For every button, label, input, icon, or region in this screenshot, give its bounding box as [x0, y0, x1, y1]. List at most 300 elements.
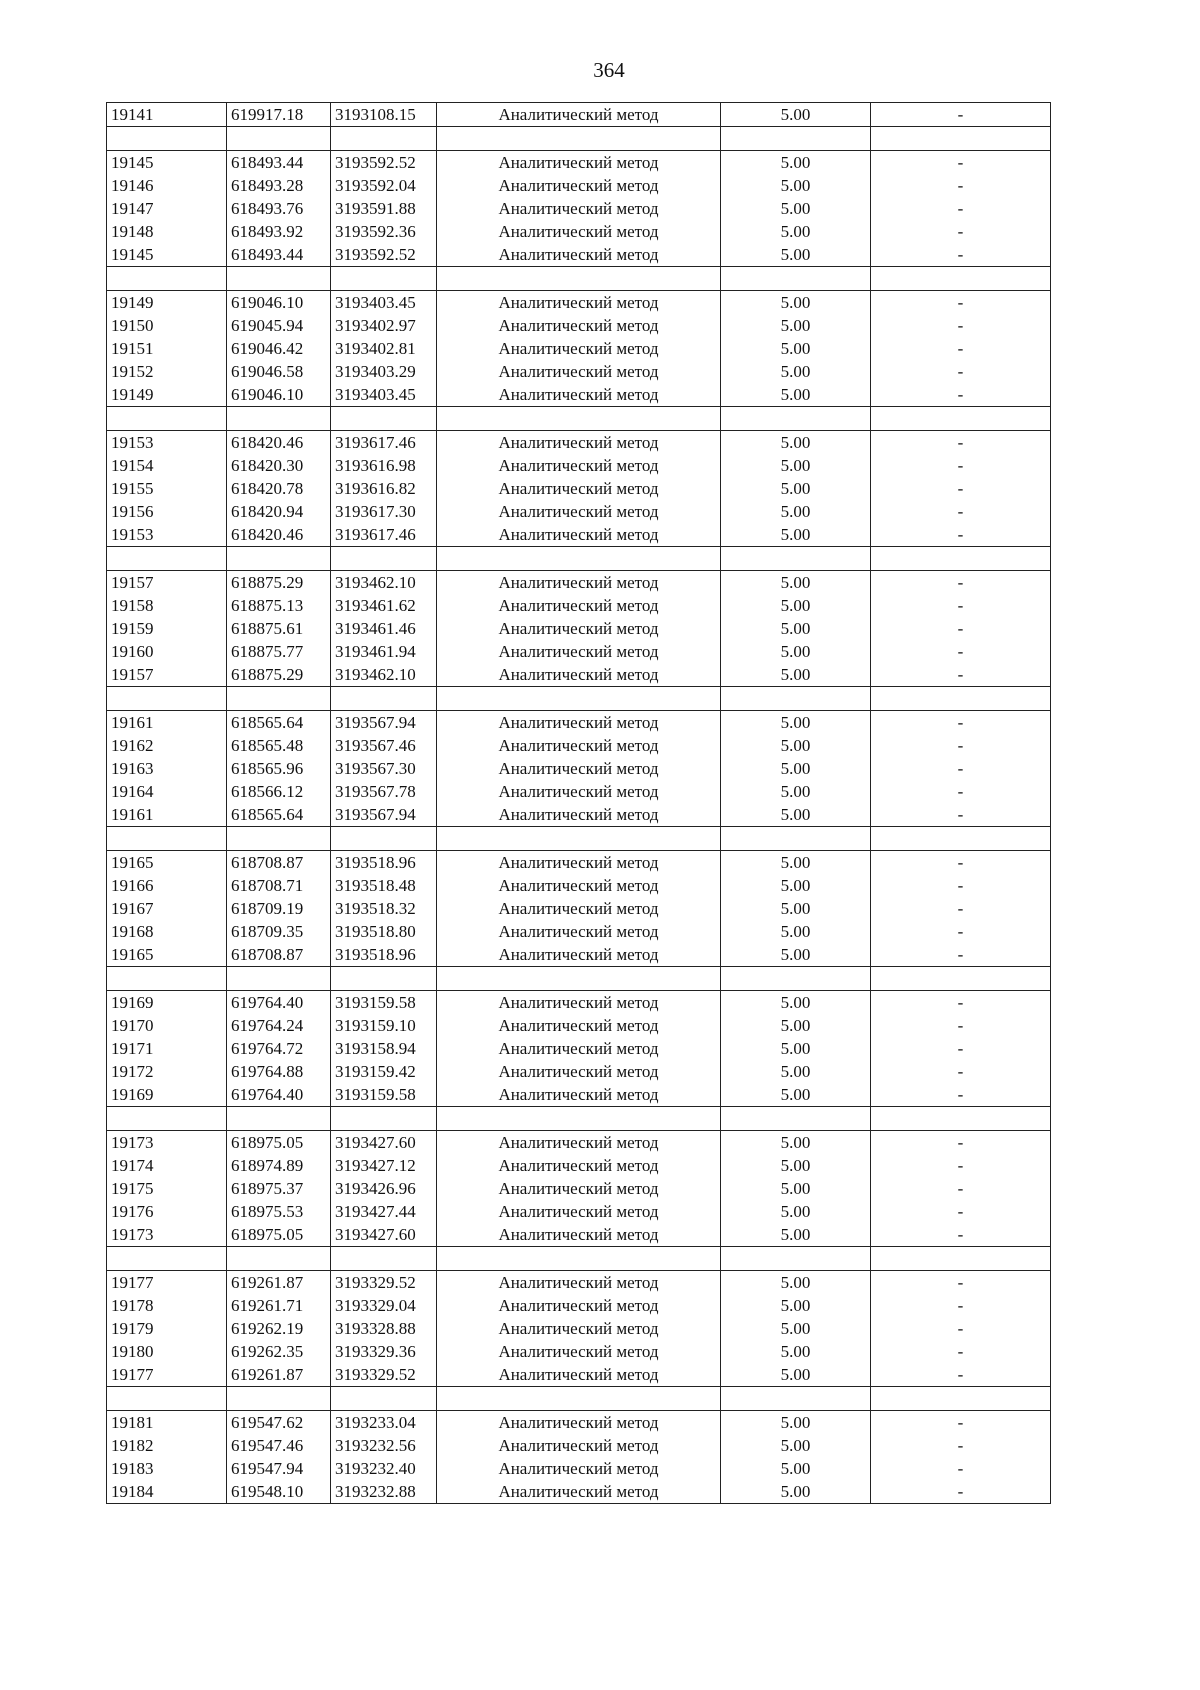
method-cell: Аналитический метод — [437, 1457, 721, 1480]
y-coordinate-cell: 3193567.94 — [331, 711, 437, 735]
note-cell: - — [871, 851, 1051, 875]
x-coordinate-cell: 619046.58 — [227, 360, 331, 383]
point-id-cell: 19169 — [107, 1083, 227, 1107]
table-row — [107, 383, 1051, 407]
x-coordinate-cell: 618975.05 — [227, 1223, 331, 1247]
empty-cell — [331, 547, 437, 571]
coordinates-table — [106, 102, 1051, 1504]
note-cell: - — [871, 243, 1051, 267]
table-row — [107, 454, 1051, 477]
empty-cell — [227, 687, 331, 711]
x-coordinate-cell: 618565.48 — [227, 734, 331, 757]
error-cell: 5.00 — [721, 1223, 871, 1247]
x-coordinate-cell: 618709.35 — [227, 920, 331, 943]
error-cell: 5.00 — [721, 337, 871, 360]
point-id-cell: 19176 — [107, 1200, 227, 1223]
x-coordinate-cell: 618420.94 — [227, 500, 331, 523]
y-coordinate-cell: 3193402.81 — [331, 337, 437, 360]
empty-cell — [871, 267, 1051, 291]
x-coordinate-cell: 618493.76 — [227, 197, 331, 220]
table-row — [107, 197, 1051, 220]
table-row — [107, 1200, 1051, 1223]
y-coordinate-cell: 3193329.52 — [331, 1271, 437, 1295]
y-coordinate-cell: 3193616.98 — [331, 454, 437, 477]
table-row — [107, 1434, 1051, 1457]
point-id-cell: 19170 — [107, 1014, 227, 1037]
y-coordinate-cell: 3193328.88 — [331, 1317, 437, 1340]
empty-cell — [871, 827, 1051, 851]
note-cell: - — [871, 1294, 1051, 1317]
note-cell: - — [871, 1014, 1051, 1037]
method-cell: Аналитический метод — [437, 1434, 721, 1457]
group-separator-row — [107, 1387, 1051, 1411]
x-coordinate-cell: 618975.53 — [227, 1200, 331, 1223]
method-cell: Аналитический метод — [437, 243, 721, 267]
x-coordinate-cell: 618875.29 — [227, 571, 331, 595]
table-row — [107, 1317, 1051, 1340]
method-cell: Аналитический метод — [437, 803, 721, 827]
error-cell: 5.00 — [721, 1131, 871, 1155]
x-coordinate-cell: 618420.30 — [227, 454, 331, 477]
error-cell: 5.00 — [721, 477, 871, 500]
empty-cell — [437, 267, 721, 291]
y-coordinate-cell: 3193617.30 — [331, 500, 437, 523]
x-coordinate-cell: 619046.42 — [227, 337, 331, 360]
error-cell: 5.00 — [721, 780, 871, 803]
error-cell: 5.00 — [721, 454, 871, 477]
point-id-cell: 19153 — [107, 523, 227, 547]
table-row — [107, 897, 1051, 920]
method-cell: Аналитический метод — [437, 1083, 721, 1107]
method-cell: Аналитический метод — [437, 477, 721, 500]
empty-cell — [871, 967, 1051, 991]
note-cell: - — [871, 1317, 1051, 1340]
x-coordinate-cell: 618420.46 — [227, 523, 331, 547]
error-cell: 5.00 — [721, 1340, 871, 1363]
note-cell: - — [871, 1271, 1051, 1295]
point-id-cell: 19158 — [107, 594, 227, 617]
empty-cell — [721, 1107, 871, 1131]
x-coordinate-cell: 618493.44 — [227, 243, 331, 267]
empty-cell — [871, 127, 1051, 151]
method-cell: Аналитический метод — [437, 1014, 721, 1037]
y-coordinate-cell: 3193403.45 — [331, 383, 437, 407]
table-row — [107, 314, 1051, 337]
point-id-cell: 19163 — [107, 757, 227, 780]
note-cell: - — [871, 431, 1051, 455]
error-cell: 5.00 — [721, 1317, 871, 1340]
y-coordinate-cell: 3193518.80 — [331, 920, 437, 943]
x-coordinate-cell: 619547.94 — [227, 1457, 331, 1480]
x-coordinate-cell: 619764.40 — [227, 1083, 331, 1107]
error-cell: 5.00 — [721, 431, 871, 455]
y-coordinate-cell: 3193616.82 — [331, 477, 437, 500]
y-coordinate-cell: 3193518.32 — [331, 897, 437, 920]
error-cell: 5.00 — [721, 1177, 871, 1200]
empty-cell — [107, 127, 227, 151]
group-separator-row — [107, 1107, 1051, 1131]
method-cell: Аналитический метод — [437, 991, 721, 1015]
note-cell: - — [871, 640, 1051, 663]
method-cell: Аналитический метод — [437, 151, 721, 175]
error-cell: 5.00 — [721, 291, 871, 315]
group-separator-row — [107, 687, 1051, 711]
method-cell: Аналитический метод — [437, 1223, 721, 1247]
y-coordinate-cell: 3193403.45 — [331, 291, 437, 315]
point-id-cell: 19148 — [107, 220, 227, 243]
y-coordinate-cell: 3193567.94 — [331, 803, 437, 827]
error-cell: 5.00 — [721, 1014, 871, 1037]
note-cell: - — [871, 477, 1051, 500]
method-cell: Аналитический метод — [437, 1480, 721, 1504]
point-id-cell: 19164 — [107, 780, 227, 803]
table-row — [107, 640, 1051, 663]
point-id-cell: 19165 — [107, 943, 227, 967]
point-id-cell: 19157 — [107, 663, 227, 687]
method-cell: Аналитический метод — [437, 897, 721, 920]
empty-cell — [227, 547, 331, 571]
empty-cell — [437, 827, 721, 851]
empty-cell — [107, 407, 227, 431]
error-cell: 5.00 — [721, 1200, 871, 1223]
point-id-cell: 19177 — [107, 1363, 227, 1387]
group-separator-row — [107, 1247, 1051, 1271]
empty-cell — [107, 547, 227, 571]
error-cell: 5.00 — [721, 734, 871, 757]
x-coordinate-cell: 618975.05 — [227, 1131, 331, 1155]
error-cell: 5.00 — [721, 943, 871, 967]
empty-cell — [437, 967, 721, 991]
empty-cell — [107, 827, 227, 851]
empty-cell — [721, 267, 871, 291]
method-cell: Аналитический метод — [437, 617, 721, 640]
table-row — [107, 1480, 1051, 1504]
x-coordinate-cell: 619045.94 — [227, 314, 331, 337]
table-row — [107, 500, 1051, 523]
note-cell: - — [871, 571, 1051, 595]
point-id-cell: 19173 — [107, 1223, 227, 1247]
table-row — [107, 991, 1051, 1015]
y-coordinate-cell: 3193427.12 — [331, 1154, 437, 1177]
error-cell: 5.00 — [721, 1060, 871, 1083]
method-cell: Аналитический метод — [437, 1317, 721, 1340]
x-coordinate-cell: 618974.89 — [227, 1154, 331, 1177]
x-coordinate-cell: 619764.40 — [227, 991, 331, 1015]
table-row — [107, 174, 1051, 197]
table-row — [107, 874, 1051, 897]
note-cell: - — [871, 734, 1051, 757]
x-coordinate-cell: 619046.10 — [227, 291, 331, 315]
note-cell: - — [871, 1411, 1051, 1435]
empty-cell — [107, 1247, 227, 1271]
y-coordinate-cell: 3193592.36 — [331, 220, 437, 243]
y-coordinate-cell: 3193108.15 — [331, 103, 437, 127]
empty-cell — [721, 1247, 871, 1271]
error-cell: 5.00 — [721, 757, 871, 780]
y-coordinate-cell: 3193461.94 — [331, 640, 437, 663]
error-cell: 5.00 — [721, 1457, 871, 1480]
error-cell: 5.00 — [721, 640, 871, 663]
method-cell: Аналитический метод — [437, 197, 721, 220]
x-coordinate-cell: 619046.10 — [227, 383, 331, 407]
note-cell: - — [871, 1154, 1051, 1177]
note-cell: - — [871, 1340, 1051, 1363]
y-coordinate-cell: 3193403.29 — [331, 360, 437, 383]
y-coordinate-cell: 3193232.56 — [331, 1434, 437, 1457]
error-cell: 5.00 — [721, 243, 871, 267]
point-id-cell: 19184 — [107, 1480, 227, 1504]
empty-cell — [437, 407, 721, 431]
note-cell: - — [871, 757, 1051, 780]
x-coordinate-cell: 618708.87 — [227, 851, 331, 875]
error-cell: 5.00 — [721, 1434, 871, 1457]
note-cell: - — [871, 1037, 1051, 1060]
y-coordinate-cell: 3193329.36 — [331, 1340, 437, 1363]
error-cell: 5.00 — [721, 360, 871, 383]
point-id-cell: 19149 — [107, 291, 227, 315]
point-id-cell: 19150 — [107, 314, 227, 337]
note-cell: - — [871, 291, 1051, 315]
y-coordinate-cell: 3193567.78 — [331, 780, 437, 803]
point-id-cell: 19179 — [107, 1317, 227, 1340]
table-row — [107, 734, 1051, 757]
x-coordinate-cell: 618708.87 — [227, 943, 331, 967]
table-row — [107, 1014, 1051, 1037]
point-id-cell: 19153 — [107, 431, 227, 455]
group-separator-row — [107, 407, 1051, 431]
y-coordinate-cell: 3193329.04 — [331, 1294, 437, 1317]
y-coordinate-cell: 3193567.46 — [331, 734, 437, 757]
x-coordinate-cell: 619547.62 — [227, 1411, 331, 1435]
method-cell: Аналитический метод — [437, 291, 721, 315]
method-cell: Аналитический метод — [437, 640, 721, 663]
note-cell: - — [871, 1223, 1051, 1247]
method-cell: Аналитический метод — [437, 1340, 721, 1363]
empty-cell — [871, 407, 1051, 431]
note-cell: - — [871, 874, 1051, 897]
y-coordinate-cell: 3193518.48 — [331, 874, 437, 897]
method-cell: Аналитический метод — [437, 711, 721, 735]
table-row — [107, 1363, 1051, 1387]
note-cell: - — [871, 594, 1051, 617]
table-row — [107, 920, 1051, 943]
method-cell: Аналитический метод — [437, 383, 721, 407]
note-cell: - — [871, 1200, 1051, 1223]
empty-cell — [227, 127, 331, 151]
error-cell: 5.00 — [721, 897, 871, 920]
table-row — [107, 1340, 1051, 1363]
x-coordinate-cell: 619261.71 — [227, 1294, 331, 1317]
table-row — [107, 431, 1051, 455]
empty-cell — [871, 1247, 1051, 1271]
error-cell: 5.00 — [721, 220, 871, 243]
method-cell: Аналитический метод — [437, 174, 721, 197]
x-coordinate-cell: 618875.29 — [227, 663, 331, 687]
x-coordinate-cell: 618493.92 — [227, 220, 331, 243]
empty-cell — [721, 967, 871, 991]
x-coordinate-cell: 618420.78 — [227, 477, 331, 500]
error-cell: 5.00 — [721, 174, 871, 197]
note-cell: - — [871, 360, 1051, 383]
error-cell: 5.00 — [721, 571, 871, 595]
method-cell: Аналитический метод — [437, 663, 721, 687]
note-cell: - — [871, 803, 1051, 827]
point-id-cell: 19160 — [107, 640, 227, 663]
empty-cell — [331, 1247, 437, 1271]
empty-cell — [227, 267, 331, 291]
table-row — [107, 617, 1051, 640]
error-cell: 5.00 — [721, 1154, 871, 1177]
empty-cell — [721, 687, 871, 711]
note-cell: - — [871, 103, 1051, 127]
empty-cell — [437, 547, 721, 571]
point-id-cell: 19146 — [107, 174, 227, 197]
y-coordinate-cell: 3193518.96 — [331, 851, 437, 875]
method-cell: Аналитический метод — [437, 523, 721, 547]
x-coordinate-cell: 618493.28 — [227, 174, 331, 197]
empty-cell — [331, 687, 437, 711]
note-cell: - — [871, 1434, 1051, 1457]
x-coordinate-cell: 618493.44 — [227, 151, 331, 175]
table-row — [107, 243, 1051, 267]
point-id-cell: 19161 — [107, 803, 227, 827]
y-coordinate-cell: 3193518.96 — [331, 943, 437, 967]
error-cell: 5.00 — [721, 1271, 871, 1295]
empty-cell — [107, 687, 227, 711]
method-cell: Аналитический метод — [437, 594, 721, 617]
empty-cell — [437, 1107, 721, 1131]
method-cell: Аналитический метод — [437, 220, 721, 243]
x-coordinate-cell: 618875.13 — [227, 594, 331, 617]
note-cell: - — [871, 711, 1051, 735]
empty-cell — [871, 687, 1051, 711]
y-coordinate-cell: 3193617.46 — [331, 431, 437, 455]
x-coordinate-cell: 618875.61 — [227, 617, 331, 640]
empty-cell — [227, 827, 331, 851]
table-row — [107, 220, 1051, 243]
empty-cell — [721, 547, 871, 571]
method-cell: Аналитический метод — [437, 571, 721, 595]
y-coordinate-cell: 3193592.52 — [331, 151, 437, 175]
point-id-cell: 19168 — [107, 920, 227, 943]
empty-cell — [721, 127, 871, 151]
table-row — [107, 337, 1051, 360]
note-cell: - — [871, 920, 1051, 943]
error-cell: 5.00 — [721, 594, 871, 617]
note-cell: - — [871, 220, 1051, 243]
point-id-cell: 19151 — [107, 337, 227, 360]
empty-cell — [871, 1107, 1051, 1131]
y-coordinate-cell: 3193159.10 — [331, 1014, 437, 1037]
x-coordinate-cell: 618565.64 — [227, 711, 331, 735]
empty-cell — [227, 1247, 331, 1271]
table-row — [107, 571, 1051, 595]
table-row — [107, 757, 1051, 780]
table-row — [107, 663, 1051, 687]
point-id-cell: 19155 — [107, 477, 227, 500]
error-cell: 5.00 — [721, 151, 871, 175]
method-cell: Аналитический метод — [437, 851, 721, 875]
method-cell: Аналитический метод — [437, 1060, 721, 1083]
note-cell: - — [871, 1083, 1051, 1107]
error-cell: 5.00 — [721, 617, 871, 640]
error-cell: 5.00 — [721, 874, 871, 897]
x-coordinate-cell: 618709.19 — [227, 897, 331, 920]
y-coordinate-cell: 3193462.10 — [331, 571, 437, 595]
x-coordinate-cell: 619262.19 — [227, 1317, 331, 1340]
method-cell: Аналитический метод — [437, 780, 721, 803]
empty-cell — [721, 1387, 871, 1411]
error-cell: 5.00 — [721, 383, 871, 407]
error-cell: 5.00 — [721, 523, 871, 547]
x-coordinate-cell: 619764.72 — [227, 1037, 331, 1060]
note-cell: - — [871, 383, 1051, 407]
empty-cell — [107, 267, 227, 291]
note-cell: - — [871, 897, 1051, 920]
error-cell: 5.00 — [721, 920, 871, 943]
empty-cell — [331, 827, 437, 851]
y-coordinate-cell: 3193591.88 — [331, 197, 437, 220]
y-coordinate-cell: 3193592.04 — [331, 174, 437, 197]
y-coordinate-cell: 3193427.44 — [331, 1200, 437, 1223]
table-row — [107, 1131, 1051, 1155]
x-coordinate-cell: 619262.35 — [227, 1340, 331, 1363]
note-cell: - — [871, 523, 1051, 547]
table-row — [107, 151, 1051, 175]
point-id-cell: 19172 — [107, 1060, 227, 1083]
method-cell: Аналитический метод — [437, 500, 721, 523]
point-id-cell: 19145 — [107, 243, 227, 267]
method-cell: Аналитический метод — [437, 314, 721, 337]
empty-cell — [871, 547, 1051, 571]
method-cell: Аналитический метод — [437, 103, 721, 127]
table-row — [107, 1177, 1051, 1200]
table-row — [107, 943, 1051, 967]
point-id-cell: 19141 — [107, 103, 227, 127]
table-row — [107, 1083, 1051, 1107]
method-cell: Аналитический метод — [437, 874, 721, 897]
empty-cell — [331, 967, 437, 991]
note-cell: - — [871, 1457, 1051, 1480]
point-id-cell: 19159 — [107, 617, 227, 640]
point-id-cell: 19171 — [107, 1037, 227, 1060]
table-row — [107, 711, 1051, 735]
y-coordinate-cell: 3193159.42 — [331, 1060, 437, 1083]
table-row — [107, 360, 1051, 383]
table-row — [107, 103, 1051, 127]
empty-cell — [437, 127, 721, 151]
y-coordinate-cell: 3193462.10 — [331, 663, 437, 687]
error-cell: 5.00 — [721, 1037, 871, 1060]
y-coordinate-cell: 3193617.46 — [331, 523, 437, 547]
point-id-cell: 19183 — [107, 1457, 227, 1480]
table-row — [107, 851, 1051, 875]
x-coordinate-cell: 618565.96 — [227, 757, 331, 780]
point-id-cell: 19152 — [107, 360, 227, 383]
x-coordinate-cell: 618420.46 — [227, 431, 331, 455]
method-cell: Аналитический метод — [437, 454, 721, 477]
note-cell: - — [871, 617, 1051, 640]
point-id-cell: 19157 — [107, 571, 227, 595]
table-row — [107, 594, 1051, 617]
empty-cell — [721, 407, 871, 431]
method-cell: Аналитический метод — [437, 1294, 721, 1317]
note-cell: - — [871, 1480, 1051, 1504]
y-coordinate-cell: 3193233.04 — [331, 1411, 437, 1435]
empty-cell — [437, 1247, 721, 1271]
y-coordinate-cell: 3193426.96 — [331, 1177, 437, 1200]
empty-cell — [107, 1387, 227, 1411]
